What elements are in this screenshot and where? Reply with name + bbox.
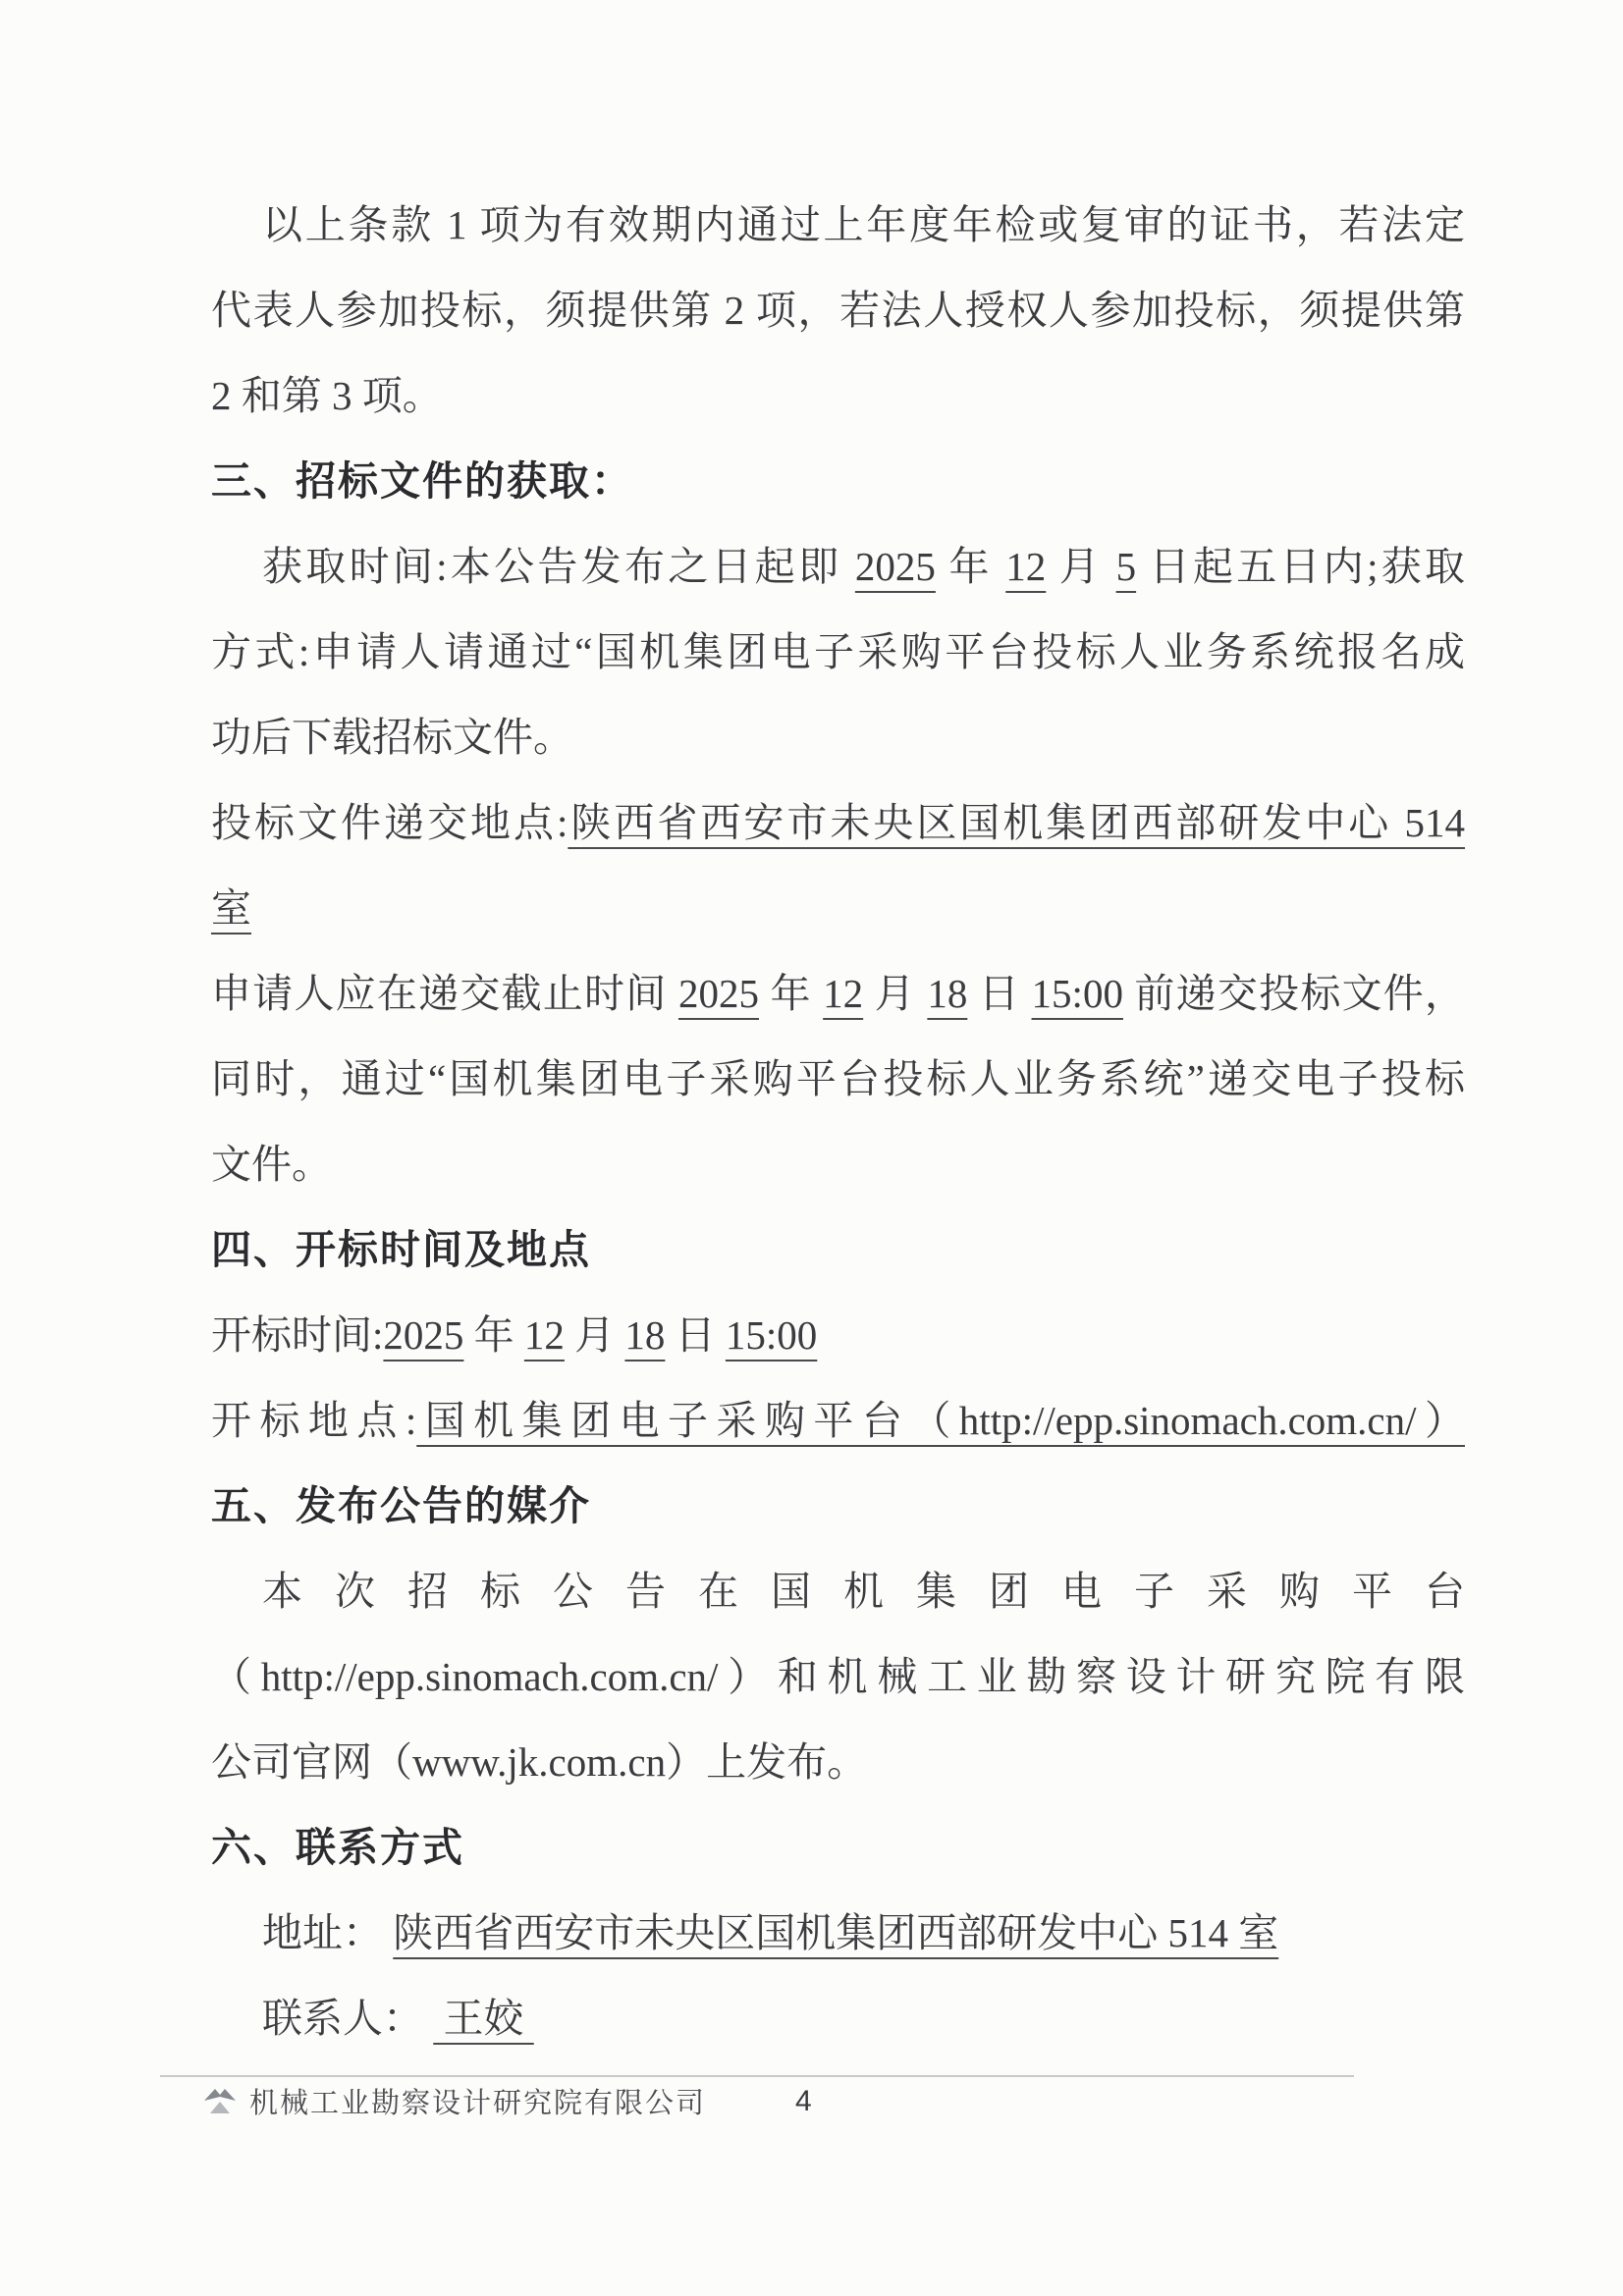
text-line [211, 1720, 1465, 1805]
section-heading [211, 1207, 1465, 1293]
text-segment: 申请人应在递交截止时间 [211, 971, 678, 1016]
text-segment: 月 [1046, 544, 1116, 589]
underlined-text: 15:00 [725, 1312, 818, 1358]
text-segment: 公司官网（www.jk.com.cn）上发布。 [211, 1739, 868, 1785]
page-number: 4 [795, 2085, 812, 2117]
underlined-text: 2025 [854, 544, 936, 589]
text-segment: 2 和第 3 项。 [211, 373, 443, 418]
text-segment: 文件。 [211, 1142, 332, 1187]
text-line [211, 1634, 1465, 1720]
text-segment: （http://epp.sinomach.com.cn/）和机械工业勘察设计研究院有限 [211, 1654, 1465, 1699]
text-segment: 月 [564, 1312, 625, 1358]
text-line [211, 268, 1465, 353]
text-line [211, 353, 1465, 439]
text-line [211, 183, 1465, 268]
text-line [211, 1976, 1465, 2061]
text-segment: 同时，通过“国机集团电子采购平台投标人业务系统”递交电子投标 [211, 1056, 1465, 1101]
company-logo-mountain-icon [202, 2086, 238, 2117]
text-line [211, 1891, 1465, 1976]
text-segment: 功后下载招标文件。 [211, 715, 573, 760]
text-segment: 地址： [262, 1910, 394, 1955]
text-line [211, 695, 1465, 780]
underlined-text: 18 [624, 1312, 666, 1358]
text-line [211, 866, 1465, 951]
section-heading [211, 1464, 1465, 1549]
text-line [211, 951, 1465, 1037]
text-line [211, 1293, 1465, 1378]
text-segment: 投标文件递交地点: [211, 800, 568, 845]
text-segment: 前递交投标文件， [1122, 971, 1465, 1016]
underlined-text: 2025 [383, 1312, 464, 1358]
underlined-text: 12 [523, 1312, 565, 1358]
underlined-text: 2025 [677, 971, 759, 1016]
document-body [211, 183, 1465, 2061]
text-segment: 六、联系方式 [211, 1825, 464, 1870]
underlined-text: 陕西省西安市未央区国机集团西部研发中心 514 室 [393, 1910, 1279, 1955]
text-line [211, 610, 1465, 695]
text-segment: 本次招标公告在国机集团电子采购平台 [262, 1569, 1465, 1614]
text-segment: 日 [665, 1312, 726, 1358]
text-line [211, 1122, 1465, 1207]
underlined-text: 王姣 [433, 1996, 534, 2041]
underlined-text: 12 [1005, 544, 1047, 589]
text-line [211, 1037, 1465, 1122]
text-segment: 五、发布公告的媒介 [211, 1483, 591, 1528]
text-segment: 日起五日内;获取 [1136, 544, 1465, 589]
underlined-text: 陕西省西安市未央区国机集团西部研发中心 514 [568, 800, 1465, 845]
text-segment: 以上条款 1 项为有效期内通过上年度年检或复审的证书，若法定 [262, 202, 1465, 247]
underlined-text: 室 [211, 885, 251, 931]
text-segment: 年 [463, 1312, 524, 1358]
footer-company-name: 机械工业勘察设计研究院有限公司 [249, 2088, 707, 2119]
underlined-text: 12 [823, 971, 864, 1016]
text-line [211, 1549, 1465, 1634]
underlined-text: 15:00 [1031, 971, 1123, 1016]
text-segment: 三、招标文件的获取： [211, 458, 633, 504]
text-line [211, 524, 1465, 610]
text-line [211, 1378, 1465, 1464]
section-heading [211, 439, 1465, 524]
footer [202, 2081, 706, 2121]
text-segment: 方式:申请人请通过“国机集团电子采购平台投标人业务系统报名成 [211, 629, 1465, 674]
text-segment: 开标时间: [211, 1312, 384, 1358]
text-segment: 四、开标时间及地点 [211, 1227, 591, 1272]
text-segment: 日 [967, 971, 1032, 1016]
underlined-text: 5 [1115, 544, 1137, 589]
section-heading [211, 1805, 1465, 1891]
text-segment: 月 [863, 971, 928, 1016]
text-line [211, 780, 1465, 866]
footer-divider [160, 2075, 1354, 2077]
text-segment: 代表人参加投标，须提供第 2 项，若法人授权人参加投标，须提供第 [211, 288, 1465, 333]
text-segment: 年 [935, 544, 1006, 589]
underlined-text: 国机集团电子采购平台（http://epp.sinomach.com.cn/） [416, 1398, 1465, 1443]
underlined-text: 18 [927, 971, 968, 1016]
text-segment: 获取时间:本公告发布之日起即 [262, 544, 855, 589]
text-segment: 年 [758, 971, 824, 1016]
text-segment: 开标地点: [211, 1398, 417, 1443]
text-segment: 联系人： [262, 1996, 434, 2041]
